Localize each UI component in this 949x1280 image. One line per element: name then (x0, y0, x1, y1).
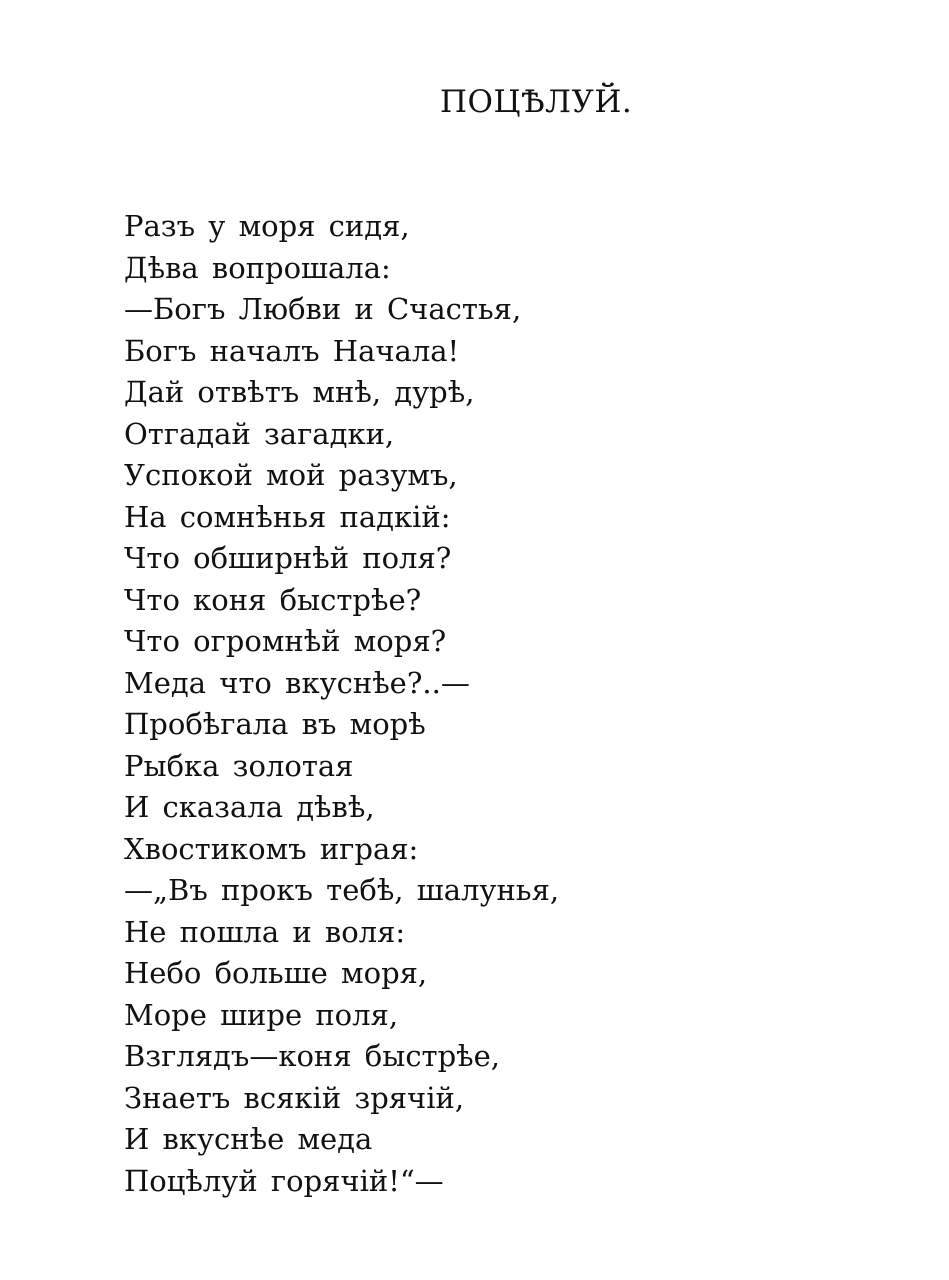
poem-line: Разъ у моря сидя, (124, 209, 410, 243)
poem-line: Поцѣлуй горячій!“— (124, 1163, 444, 1198)
poem-line: На сомнѣнья падкій: (124, 499, 451, 534)
poem-line: Море шире поля, (124, 997, 399, 1032)
poem-line: Рыбка золотая (124, 748, 354, 783)
poem-line: Что коня быстрѣе? (124, 582, 422, 617)
poem-line: Что огромнѣй моря? (124, 624, 447, 658)
poem-line: И вкуснѣе меда (124, 1122, 373, 1156)
poem-line: Знаетъ всякій зрячій, (124, 1080, 465, 1115)
poem-title: ПОЦѢЛУЙ. (440, 84, 633, 120)
poem-line: Не пошла и воля: (124, 914, 406, 949)
poem-line: —Богъ Любви и Счастья, (124, 292, 522, 326)
poem-line: Успокой мой разумъ, (124, 458, 458, 492)
poem-line: Пробѣгала въ морѣ (124, 707, 426, 741)
poem-line: Взглядъ—коня быстрѣе, (124, 1039, 501, 1073)
poem-body (124, 206, 559, 1202)
poem-line: И сказала дѣвѣ, (124, 790, 375, 824)
poem-line: Что обширнѣй поля? (124, 541, 452, 575)
poem-line: —„Въ прокъ тебѣ, шалунья, (124, 873, 560, 907)
poem-line: Богъ началъ Начала! (124, 333, 460, 368)
poem-line: Меда что вкуснѣе?..— (124, 665, 470, 700)
poem-line: Небо больше моря, (124, 956, 428, 990)
poem-line: Дѣва вопрошала: (124, 250, 391, 285)
poem-line: Дай отвѣтъ мнѣ, дурѣ, (124, 375, 475, 409)
poem-line: Хвостикомъ играя: (124, 831, 419, 866)
poem-line: Отгадай загадки, (124, 416, 395, 451)
